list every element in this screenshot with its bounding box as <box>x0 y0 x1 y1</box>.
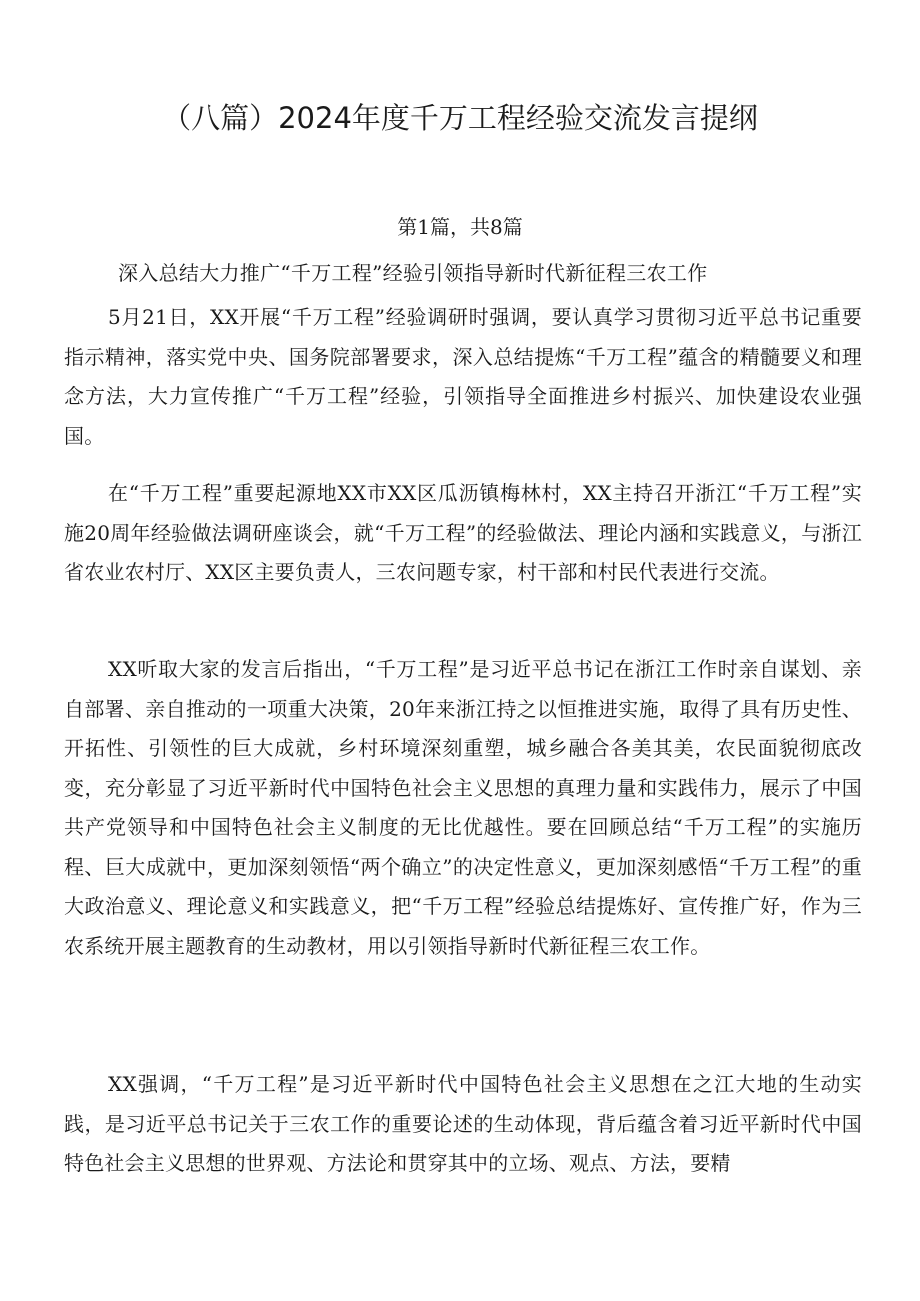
body-paragraph: XX强调，“千万工程”是习近平新时代中国特色社会主义思想在之江大地的生动实践，是习近平总书记关于三农工作的重要论述的生动体现，背后蕴含着习近平新时代中国特色社会主义思想的世界观、方法论和贯穿其中的立场、观点、方法，要精 <box>64 1072 862 1175</box>
body-paragraph: 5月21日，XX开展“千万工程”经验调研时强调，要认真学习贯彻习近平总书记重要指示精神，落实党中央、国务院部署要求，深入总结提炼“千万工程”蕴含的精髓要义和理念方法，大力宣传推广“千万工程”经验，引领指导全面推进乡村振兴、加快建设农业强国。 <box>64 305 862 448</box>
body-paragraph: 在“千万工程”重要起源地XX市XX区瓜沥镇梅林村，XX主持召开浙江“千万工程”实施20周年经验做法调研座谈会，就“千万工程”的经验做法、理论内涵和实践意义，与浙江省农业农村厅、XX区主要负责人，三农问题专家，村干部和村民代表进行交流。 <box>64 481 862 584</box>
body-paragraph: XX听取大家的发言后指出，“千万工程”是习近平总书记在浙江工作时亲自谋划、亲自部署、亲自推动的一项重大决策，20年来浙江持之以恒推进实施，取得了具有历史性、开拓性、引领性的巨大成就，乡村环境深刻重塑，城乡融合各美其美，农民面貌彻底改变，充分彰显了习近平新时代中国特色社会主义思想的真理力量和实践伟力，展示了中国共产党领导和中国特色社会主义制度的无比优越性。要在回顾总结“千万工程”的实施历程、巨大成就中，更加深刻领悟“两个确立”的决定性意义，更加深刻感悟“千万工程”的重大政治意义、理论意义和实践意义，把“千万工程”经验总结提炼好、宣传推广好，作为三农系统开展主题教育的生动教材，用以引领指导新时代新征程三农工作。 <box>64 657 862 958</box>
document-title: （八篇）2024年度千万工程经验交流发言提纲 <box>162 101 758 135</box>
article-heading: 深入总结大力推广“千万工程”经验引领指导新时代新征程三农工作 <box>118 261 708 285</box>
section-label: 第1篇，共8篇 <box>397 215 523 239</box>
